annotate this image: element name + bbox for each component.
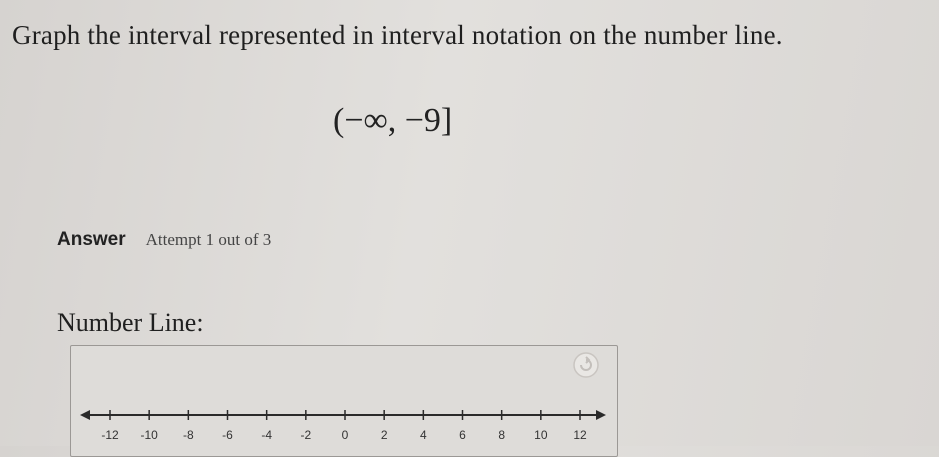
tick-label: -10 [140, 428, 158, 442]
interval-notation: (−∞, −9] [333, 102, 453, 139]
tick-label: 4 [419, 428, 427, 442]
tick-label: -8 [182, 428, 194, 442]
arrow-right-icon [596, 410, 606, 420]
tick-label: 2 [380, 428, 388, 442]
attempt-counter: Attempt 1 out of 3 [145, 230, 272, 249]
tick-label: 12 [573, 428, 587, 442]
tick-label: 10 [534, 428, 548, 442]
tick-label: -2 [300, 428, 312, 442]
tick-label: -12 [101, 428, 119, 442]
tick-label: -4 [261, 428, 273, 442]
tick-label: -6 [222, 428, 233, 442]
answer-row [57, 229, 271, 251]
question-text: Graph the interval represented in interval notation on the number line. [12, 20, 783, 50]
number-line-title: Number Line: [57, 308, 204, 337]
tick-label: 8 [498, 428, 506, 442]
tick-label: 6 [459, 428, 466, 442]
arrow-left-icon [80, 410, 90, 420]
reset-icon[interactable] [572, 351, 600, 379]
number-line[interactable] [70, 395, 616, 446]
tick-label: 0 [341, 428, 349, 442]
answer-label: Answer [57, 229, 126, 250]
